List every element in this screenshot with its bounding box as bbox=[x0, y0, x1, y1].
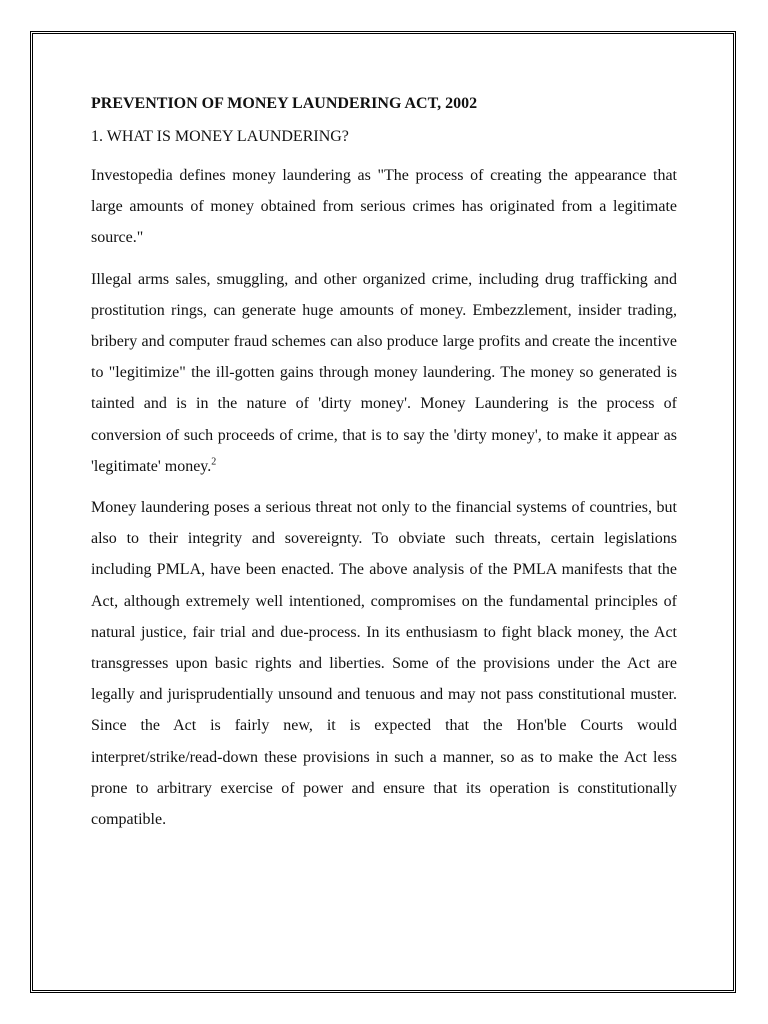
page-content bbox=[91, 93, 677, 845]
paragraph-text: Investopedia defines money laundering as "The process of creating the appearance that large amounts of money obtained from serious crimes has originated from a legitimate source." bbox=[91, 167, 677, 247]
paragraph-text: Money laundering poses a serious threat not only to the financial systems of countries, but also to their integrity and sovereignty. To obviate such threats, certain legislations including PMLA, have been enacted. The above analysis of the PMLA manifests that the Act, although extremely well intentioned, compromises on the fundamental principles of natural justice, fair trial and due-process. In its enthusiasm to fight black money, the Act transgresses upon basic rights and liberties. Some of the provisions under the Act are legally and jurisprudentially unsound and tenuous and may not pass constitutional muster. Since the Act is fairly new, it is expected that the Hon'ble Courts would interpret/strike/read-down these provisions in such a manner, so as to make the Act less prone to arbitrary exercise of power and ensure that its operation is constitutionally compatible. bbox=[91, 499, 677, 829]
paragraph-text: Illegal arms sales, smuggling, and other organized crime, including drug trafficking and prostitution rings, can generate huge amounts of money. Embezzlement, insider trading, bribery and computer fraud schemes can also produce large profits and create the incentive to "legitimize" the ill-gotten gains through money laundering. The money so generated is tainted and is in the nature of 'dirty money'. Money Laundering is the process of conversion of such proceeds of crime, that is to say the 'dirty money', to make it appear as 'legitimate' money. bbox=[91, 270, 677, 475]
document-title: PREVENTION OF MONEY LAUNDERING ACT, 2002 bbox=[91, 95, 478, 112]
footnote-reference[interactable]: 2 bbox=[211, 456, 217, 468]
section-heading: 1. WHAT IS MONEY LAUNDERING? bbox=[91, 128, 349, 145]
paragraph-analysis bbox=[91, 492, 677, 835]
paragraph-definition bbox=[91, 160, 677, 254]
paragraph-dirty-money bbox=[91, 264, 677, 482]
